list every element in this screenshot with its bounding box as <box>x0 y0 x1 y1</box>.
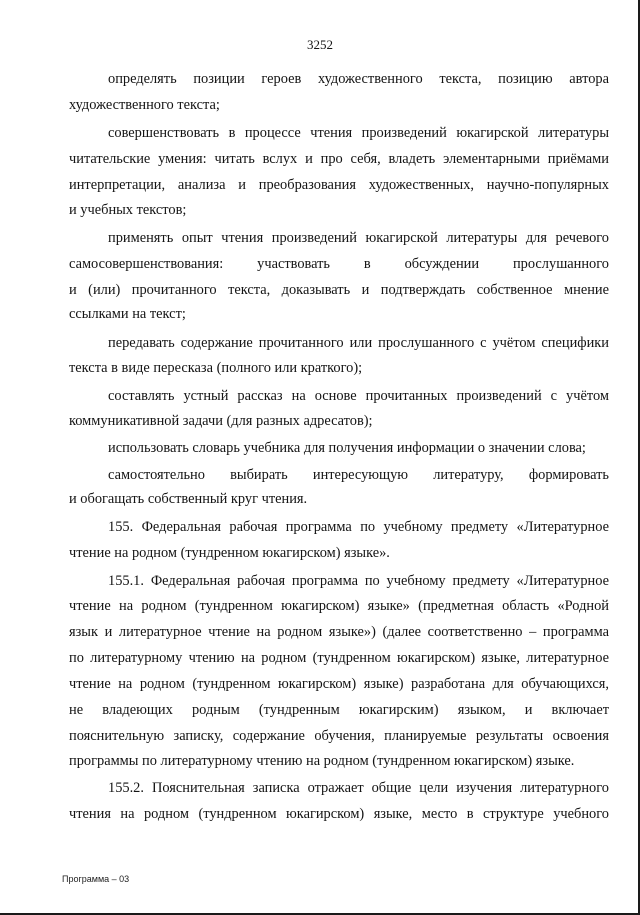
text-line: художественного текста; <box>69 97 220 113</box>
text-line: определять позиции героев художественного текста, позицию автора <box>108 71 609 87</box>
text-line: и (или) прочитанного текста, доказывать и подтверждать собственное мнение <box>69 282 609 298</box>
text-line: пояснительную записку, содержание обучения, планируемые результаты освоения <box>69 728 609 744</box>
page-number: 3252 <box>307 37 333 52</box>
text-line: 155.1. Федеральная рабочая программа по учебному предмету «Литературное <box>108 573 609 589</box>
text-line: интерпретации, анализа и преобразования художественных, научно-популярных <box>69 177 609 193</box>
footer-label: Программа – 03 <box>62 874 130 884</box>
text-line: чтение на родном (тундренном юкагирском) языке» (предметная область «Родной <box>69 598 609 614</box>
text-line: чтения на родном (тундренном юкагирском) языке, место в структуре учебного <box>69 806 609 822</box>
text-line: ссылками на текст; <box>69 306 186 322</box>
text-line: и учебных текстов; <box>69 202 187 218</box>
text-line: применять опыт чтения произведений юкагирской литературы для речевого <box>108 230 609 246</box>
text-line: программы по литературному чтению на родном (тундренном юкагирском) языке. <box>69 753 575 769</box>
text-line: и обогащать собственный круг чтения. <box>69 491 308 507</box>
text-line: коммуникативной задачи (для разных адресатов); <box>69 413 373 429</box>
text-line: чтение на родном (тундренном юкагирском) языке) разработана для обучающихся, <box>69 676 609 692</box>
text-line: 155.2. Пояснительная записка отражает общие цели изучения литературного <box>108 780 609 796</box>
text-line: читательские умения: читать вслух и про себя, владеть элементарными приёмами <box>69 151 609 167</box>
text-line: составлять устный рассказ на основе прочитанных произведений с учётом <box>108 388 609 404</box>
text-line: текста в виде пересказа (полного или краткого); <box>69 360 363 376</box>
text-line: совершенствовать в процессе чтения произведений юкагирской литературы <box>108 125 609 141</box>
text-line: не владеющих родным (тундренным юкагирским) языком, и включает <box>69 702 609 718</box>
text-line: самостоятельно выбирать интересующую литературу, формировать <box>108 467 609 483</box>
text-line: передавать содержание прочитанного или прослушанного с учётом специфики <box>108 335 609 351</box>
text-line: язык и литературное чтение на родном языке») (далее соответственно – программа <box>69 624 609 640</box>
text-line: использовать словарь учебника для получения информации о значении слова; <box>108 440 586 456</box>
text-line: самосовершенствования: участвовать в обсуждении прослушанного <box>69 256 609 272</box>
text-line: по литературному чтению на родном (тундренном юкагирском) языке, литературное <box>69 650 609 666</box>
text-line: 155. Федеральная рабочая программа по учебному предмету «Литературное <box>108 519 609 535</box>
text-line: чтение на родном (тундренном юкагирском) языке». <box>69 545 390 561</box>
